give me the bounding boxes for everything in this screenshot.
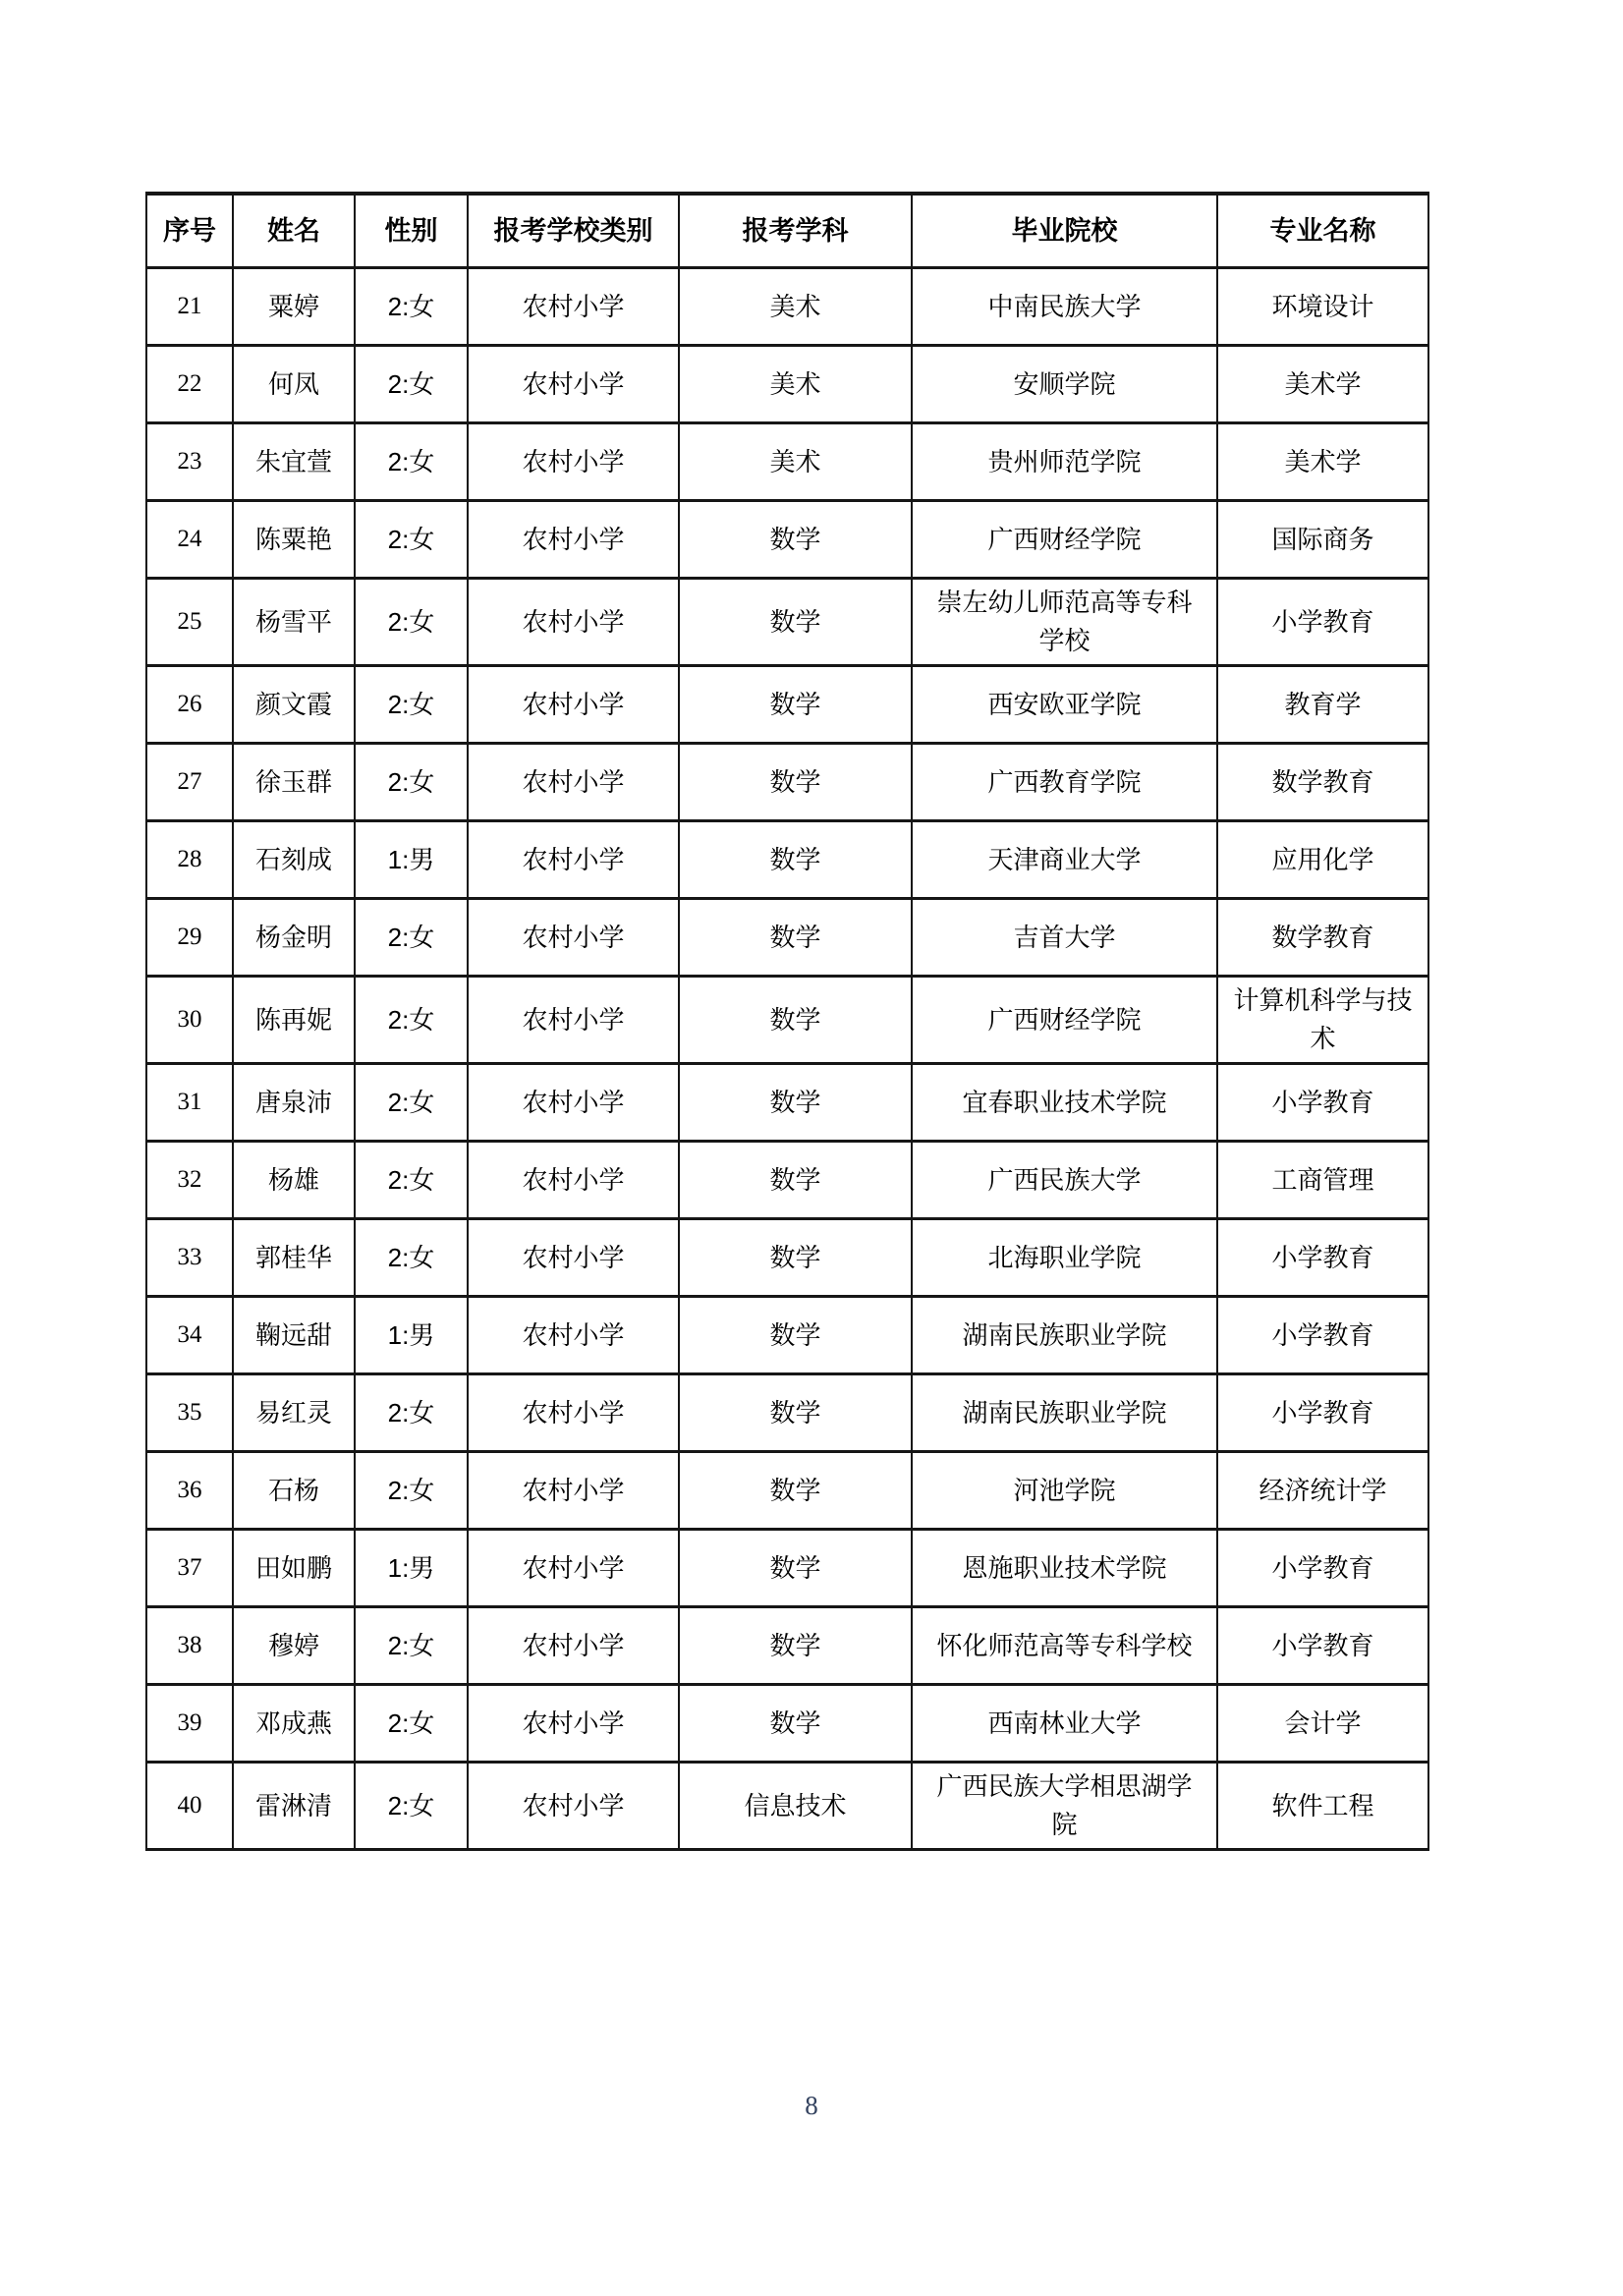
cell-major: 小学教育 [1217,1374,1428,1452]
cell-major: 会计学 [1217,1685,1428,1763]
table-row [146,1142,1428,1219]
cell-major: 数学教育 [1217,744,1428,821]
cell-name: 何凤 [233,346,355,423]
cell-name: 雷淋清 [233,1763,355,1850]
cell-major: 应用化学 [1217,821,1428,899]
cell-college: 广西教育学院 [912,744,1217,821]
cell-gender: 2:女 [355,423,468,501]
cell-gender: 1:男 [355,821,468,899]
cell-subject: 数学 [679,1064,912,1142]
header-gender: 性别 [355,194,468,268]
cell-college: 河池学院 [912,1452,1217,1530]
cell-college: 安顺学院 [912,346,1217,423]
cell-name: 杨雄 [233,1142,355,1219]
header-subject: 报考学科 [679,194,912,268]
cell-school-category: 农村小学 [468,1142,679,1219]
cell-serial-number: 34 [146,1297,233,1374]
cell-gender: 2:女 [355,268,468,346]
cell-serial-number: 38 [146,1607,233,1685]
cell-subject: 数学 [679,821,912,899]
table-row [146,423,1428,501]
cell-school-category: 农村小学 [468,346,679,423]
cell-college: 宜春职业技术学院 [912,1064,1217,1142]
cell-school-category: 农村小学 [468,899,679,977]
cell-subject: 数学 [679,579,912,666]
table-row [146,1685,1428,1763]
table-row [146,1219,1428,1297]
cell-serial-number: 28 [146,821,233,899]
cell-gender: 2:女 [355,1607,468,1685]
cell-serial-number: 26 [146,666,233,744]
cell-name: 邓成燕 [233,1685,355,1763]
table-row [146,666,1428,744]
header-serial-number: 序号 [146,194,233,268]
cell-major: 小学教育 [1217,1530,1428,1607]
cell-school-category: 农村小学 [468,1219,679,1297]
cell-college: 恩施职业技术学院 [912,1530,1217,1607]
cell-gender: 1:男 [355,1297,468,1374]
cell-subject: 美术 [679,346,912,423]
cell-serial-number: 21 [146,268,233,346]
cell-serial-number: 39 [146,1685,233,1763]
cell-gender: 2:女 [355,1142,468,1219]
cell-college: 北海职业学院 [912,1219,1217,1297]
table-row [146,501,1428,579]
cell-subject: 数学 [679,1374,912,1452]
cell-school-category: 农村小学 [468,268,679,346]
cell-serial-number: 37 [146,1530,233,1607]
cell-college: 广西财经学院 [912,501,1217,579]
cell-name: 石杨 [233,1452,355,1530]
cell-gender: 2:女 [355,977,468,1064]
cell-subject: 数学 [679,1297,912,1374]
cell-subject: 美术 [679,423,912,501]
table-row [146,1763,1428,1850]
header-college: 毕业院校 [912,194,1217,268]
cell-gender: 2:女 [355,899,468,977]
cell-college: 西安欧亚学院 [912,666,1217,744]
cell-school-category: 农村小学 [468,1297,679,1374]
cell-serial-number: 29 [146,899,233,977]
cell-school-category: 农村小学 [468,423,679,501]
cell-name: 朱宜萱 [233,423,355,501]
cell-college: 湖南民族职业学院 [912,1297,1217,1374]
cell-major: 美术学 [1217,423,1428,501]
cell-gender: 2:女 [355,346,468,423]
cell-gender: 2:女 [355,1374,468,1452]
cell-name: 杨金明 [233,899,355,977]
cell-name: 陈粟艳 [233,501,355,579]
cell-school-category: 农村小学 [468,1685,679,1763]
cell-school-category: 农村小学 [468,1064,679,1142]
cell-gender: 2:女 [355,501,468,579]
cell-major: 环境设计 [1217,268,1428,346]
table-row [146,899,1428,977]
cell-subject: 数学 [679,1530,912,1607]
cell-name: 鞠远甜 [233,1297,355,1374]
cell-subject: 数学 [679,1685,912,1763]
cell-name: 郭桂华 [233,1219,355,1297]
cell-gender: 2:女 [355,1763,468,1850]
cell-serial-number: 40 [146,1763,233,1850]
table-row [146,1530,1428,1607]
cell-gender: 2:女 [355,666,468,744]
cell-college: 广西财经学院 [912,977,1217,1064]
cell-major: 小学教育 [1217,1219,1428,1297]
header-major: 专业名称 [1217,194,1428,268]
page-number: 8 [805,2091,818,2120]
cell-gender: 2:女 [355,1685,468,1763]
cell-major: 国际商务 [1217,501,1428,579]
cell-major: 小学教育 [1217,1607,1428,1685]
cell-serial-number: 36 [146,1452,233,1530]
cell-school-category: 农村小学 [468,1607,679,1685]
cell-serial-number: 35 [146,1374,233,1452]
cell-college: 中南民族大学 [912,268,1217,346]
cell-subject: 数学 [679,1142,912,1219]
table-row [146,821,1428,899]
cell-name: 穆婷 [233,1607,355,1685]
cell-major: 经济统计学 [1217,1452,1428,1530]
cell-college: 崇左幼儿师范高等专科学校 [912,579,1217,666]
table-row [146,346,1428,423]
cell-gender: 2:女 [355,1064,468,1142]
cell-major: 美术学 [1217,346,1428,423]
cell-subject: 数学 [679,1219,912,1297]
cell-school-category: 农村小学 [468,1452,679,1530]
cell-school-category: 农村小学 [468,744,679,821]
cell-name: 易红灵 [233,1374,355,1452]
table-row [146,1452,1428,1530]
cell-subject: 数学 [679,501,912,579]
cell-serial-number: 31 [146,1064,233,1142]
table-row [146,1297,1428,1374]
cell-name: 陈再妮 [233,977,355,1064]
cell-college: 贵州师范学院 [912,423,1217,501]
cell-school-category: 农村小学 [468,1374,679,1452]
cell-school-category: 农村小学 [468,666,679,744]
header-name: 姓名 [233,194,355,268]
table-row [146,579,1428,666]
cell-school-category: 农村小学 [468,821,679,899]
cell-college: 吉首大学 [912,899,1217,977]
table-body [146,268,1428,1850]
cell-school-category: 农村小学 [468,501,679,579]
cell-serial-number: 30 [146,977,233,1064]
cell-college: 湖南民族职业学院 [912,1374,1217,1452]
table-row [146,1064,1428,1142]
cell-name: 徐玉群 [233,744,355,821]
cell-serial-number: 22 [146,346,233,423]
applicant-table [145,192,1429,1851]
cell-subject: 数学 [679,1452,912,1530]
table-header-row [146,194,1428,268]
table-row [146,268,1428,346]
cell-gender: 1:男 [355,1530,468,1607]
cell-school-category: 农村小学 [468,1530,679,1607]
cell-school-category: 农村小学 [468,977,679,1064]
cell-subject: 数学 [679,666,912,744]
table-row [146,744,1428,821]
cell-major: 数学教育 [1217,899,1428,977]
cell-major: 教育学 [1217,666,1428,744]
cell-school-category: 农村小学 [468,579,679,666]
cell-school-category: 农村小学 [468,1763,679,1850]
table-row [146,1607,1428,1685]
cell-subject: 数学 [679,1607,912,1685]
cell-college: 广西民族大学 [912,1142,1217,1219]
cell-serial-number: 33 [146,1219,233,1297]
cell-name: 杨雪平 [233,579,355,666]
cell-gender: 2:女 [355,579,468,666]
cell-subject: 美术 [679,268,912,346]
cell-serial-number: 24 [146,501,233,579]
cell-major: 小学教育 [1217,1064,1428,1142]
cell-gender: 2:女 [355,744,468,821]
cell-serial-number: 27 [146,744,233,821]
cell-subject: 数学 [679,977,912,1064]
cell-serial-number: 32 [146,1142,233,1219]
cell-gender: 2:女 [355,1452,468,1530]
cell-college: 怀化师范高等专科学校 [912,1607,1217,1685]
cell-major: 软件工程 [1217,1763,1428,1850]
cell-gender: 2:女 [355,1219,468,1297]
table-row [146,1374,1428,1452]
table-row [146,977,1428,1064]
cell-major: 小学教育 [1217,1297,1428,1374]
cell-major: 小学教育 [1217,579,1428,666]
cell-college: 西南林业大学 [912,1685,1217,1763]
cell-serial-number: 23 [146,423,233,501]
cell-subject: 数学 [679,899,912,977]
cell-major: 工商管理 [1217,1142,1428,1219]
cell-subject: 信息技术 [679,1763,912,1850]
cell-college: 广西民族大学相思湖学院 [912,1763,1217,1850]
cell-name: 粟婷 [233,268,355,346]
cell-name: 唐泉沛 [233,1064,355,1142]
cell-name: 田如鹏 [233,1530,355,1607]
cell-college: 天津商业大学 [912,821,1217,899]
cell-name: 颜文霞 [233,666,355,744]
cell-name: 石刻成 [233,821,355,899]
cell-subject: 数学 [679,744,912,821]
cell-serial-number: 25 [146,579,233,666]
header-school-category: 报考学校类别 [468,194,679,268]
cell-major: 计算机科学与技术 [1217,977,1428,1064]
